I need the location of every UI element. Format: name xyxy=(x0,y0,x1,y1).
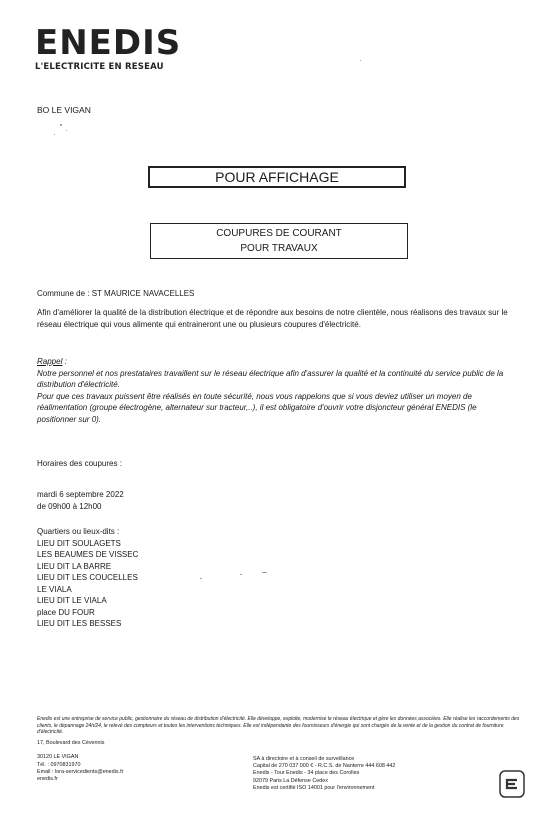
schedule xyxy=(37,489,124,512)
scan-speck xyxy=(60,124,62,126)
footer-address-line: enedis.fr xyxy=(37,776,58,783)
rappel-paragraph-1: Notre personnel et nos prestataires travaillent sur le réseau électrique afin d'assurer la qualité et la continuité du service public de la distribution d'électricité. xyxy=(37,368,504,389)
scan-speck xyxy=(54,134,55,135)
quartier-item: LIEU DIT LES BESSES xyxy=(37,619,122,628)
footer-legal-text: Enedis est une entreprise de service public, gestionnaire du réseau de distribution d'électricité. Elle développe, exploite, modernise le réseau électrique et gère les données associées. Elle réalise les raccordements des clients, le dépannage 24h/24, le relevé des compteurs et toutes les interventions techniques. Elle est indépendante des fournisseurs d'énergie qui sont chargés de la vente et de la gestion du contrat de fourniture d'électricité. xyxy=(37,716,520,736)
footer-address-line: 17, Boulevard des Cévennis xyxy=(37,740,105,746)
quartiers-section xyxy=(37,526,138,630)
footer-company-line: Enedis - Tour Enedis - 34 place des Corolles xyxy=(253,770,360,777)
footer-company-line: SA à directoire et à conseil de surveillance xyxy=(253,756,355,762)
notice-box xyxy=(150,223,408,259)
intro-paragraph: Afin d'améliorer la qualité de la distribution électrique et de répondre aux besoins de notre clientèle, nous réalisons des travaux sur le réseau électrique qui vous alimente qui entraineront une ou plusieurs coupures d'électricité. xyxy=(37,308,508,329)
quartier-item: LIEU DIT LA BARRE xyxy=(37,561,112,571)
footer-address-line xyxy=(37,747,123,754)
footer-address-line: Tél. : 0970831970 xyxy=(37,761,81,768)
footer-address xyxy=(37,740,123,783)
scan-speck xyxy=(66,130,67,131)
quartier-item: place DU FOUR xyxy=(37,607,95,617)
footer-company-line: Capital de 270 037 000 € - R.C.S. de Nanterre 444 608 442 xyxy=(253,763,396,770)
commune-line: Commune de : ST MAURICE NAVACELLES xyxy=(37,289,195,298)
logo-wordmark: ENEDIS xyxy=(35,23,182,63)
schedule-time: de 09h00 à 12h00 xyxy=(37,501,102,511)
rappel-paragraph-2: Pour que ces travaux puissent être réalisés en toute sécurité, nous vous rappelons que si vous deviez utiliser un moyen de réalimentation (groupe électrogène, alternateur sur tracteur,..), il est obligatoire d'ouvrir votre disjoncteur général ENEDIS (le positionner sur 0). xyxy=(37,391,477,424)
footer-address-line: 30120 LE VIGAN xyxy=(37,754,79,761)
footer-company-line: 92079 Paris La Défense Cedex xyxy=(253,777,328,784)
schedule-date: mardi 6 septembre 2022 xyxy=(37,490,124,499)
enedis-logo xyxy=(35,23,182,72)
quartier-item: LE VIALA xyxy=(37,584,72,594)
quartier-item: LIEU DIT SOULAGETS xyxy=(37,538,121,548)
quartier-item: LIEU DIT LE VIALA xyxy=(37,596,107,605)
scan-speck xyxy=(262,572,267,573)
agency-name: BO LE VIGAN xyxy=(37,105,91,115)
rappel-section: Rappel : Notre personnel et nos prestataires travaillent sur le réseau électrique afin d'assurer la qualité et la continuité du service public de la distribution d'électricité. Pour que ces travaux puissent être réalisés en toute sécurité, nous vous rappelons que si vous deviez utiliser un moyen de réalimentation (groupe électrogène, alternateur sur tracteur,..), il est obligatoire d'ouvrir votre disjoncteur général ENEDIS (le positionner sur 0). xyxy=(37,356,517,425)
horaires-label: Horaires des coupures : xyxy=(37,459,122,468)
banner-title: POUR AFFICHAGE xyxy=(215,169,339,185)
scan-speck xyxy=(240,574,242,575)
banner-box xyxy=(148,166,406,188)
rappel-title: Rappel xyxy=(37,357,63,366)
quartier-item: LIEU DIT LES COUCELLES xyxy=(37,573,138,582)
quartiers-label: Quartiers ou lieux-dits : xyxy=(37,527,120,536)
footer-company-line: Enedis est certifié ISO 14001 pour l'environnement xyxy=(253,784,375,791)
logo-tagline: L'ELECTRICITE EN RESEAU xyxy=(35,62,164,72)
footer-address-line: Email : lora-servicedients@enedis.fr xyxy=(37,768,124,775)
quartier-item: LES BEAUMES DE VISSEC xyxy=(37,550,139,559)
footer-company-info xyxy=(253,756,395,792)
scan-speck xyxy=(200,578,202,579)
scan-speck xyxy=(360,60,361,61)
enedis-badge-icon xyxy=(499,770,525,798)
notice-line-1: COUPURES DE COURANT xyxy=(216,228,342,239)
notice-line-2: POUR TRAVAUX xyxy=(240,243,318,254)
